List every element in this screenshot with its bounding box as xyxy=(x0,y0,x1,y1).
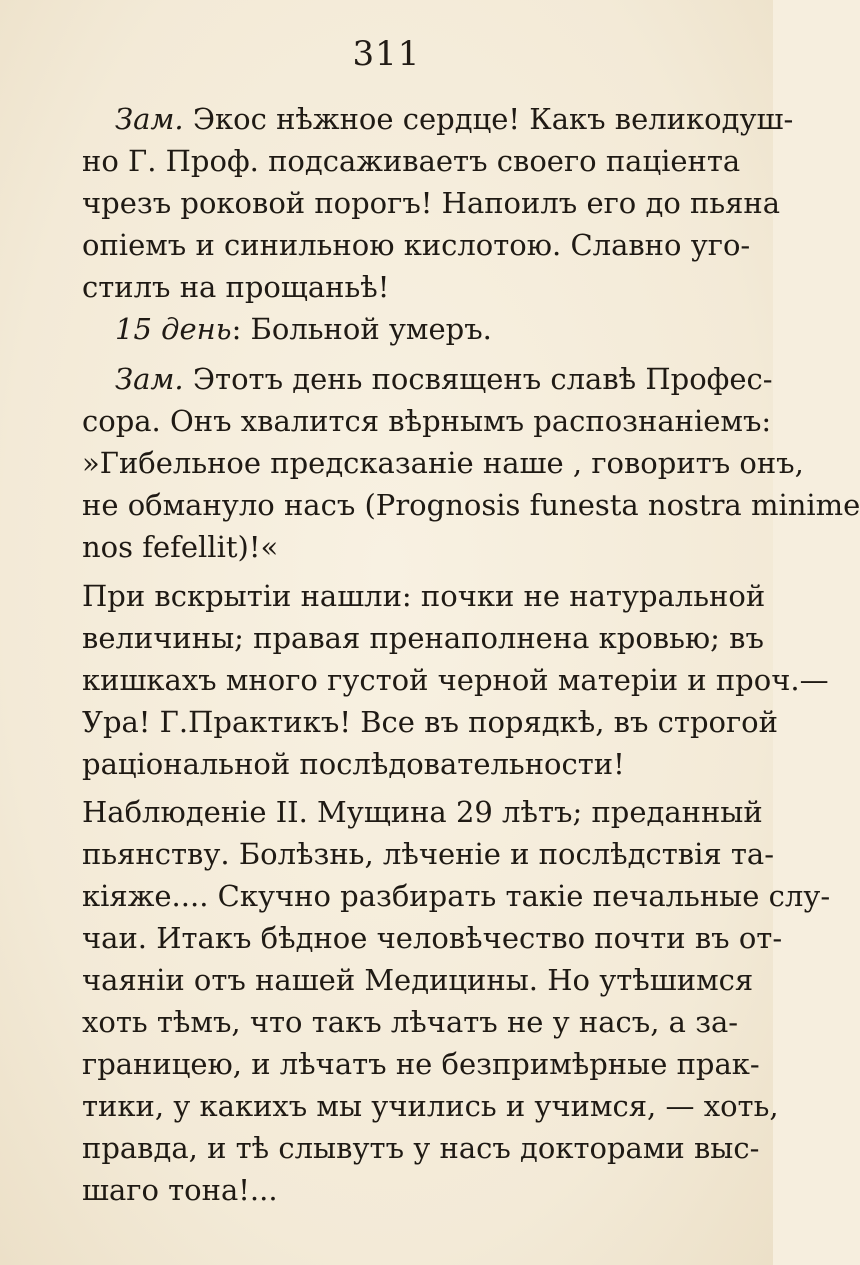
line-text: величины; правая пренаполнена кровью; въ xyxy=(82,621,764,655)
line-text: »Гибельное предсказаніе наше , говоритъ онъ, xyxy=(82,446,804,480)
line-text: шаго тона!... xyxy=(82,1173,278,1207)
page-number: 311 xyxy=(352,34,421,74)
text-line xyxy=(82,960,754,1000)
day-label: 15 день xyxy=(115,312,232,346)
line-text: чаи. Итакъ бѣдное человѣчество почти въ от- xyxy=(82,921,783,955)
text-line xyxy=(82,918,783,958)
line-text: опіемъ и синильною кислотою. Славно уго- xyxy=(82,228,751,262)
line-text: раціональной послѣдовательности! xyxy=(82,747,625,781)
line-text: правда, и тѣ слывутъ у насъ докторами выс- xyxy=(82,1131,760,1165)
text-line xyxy=(82,744,737,784)
text-line xyxy=(82,1170,737,1210)
line-text: Ура! Г.Практикъ! Все въ порядкѣ, въ строгой xyxy=(82,705,778,739)
text-line xyxy=(82,401,772,441)
text-line xyxy=(82,225,751,265)
line-text: При вскрытіи нашли: почки не натуральной xyxy=(82,579,766,613)
line-text: тики, у какихъ мы учились и учимся, — хоть, xyxy=(82,1089,779,1123)
line-text: границею, и лѣчатъ не безпримѣрные прак- xyxy=(82,1047,760,1081)
line-text: чрезъ роковой порогъ! Напоилъ его до пьяна xyxy=(82,186,781,220)
text-line xyxy=(82,485,860,525)
text-line xyxy=(115,309,737,349)
line-text: сора. Онъ хвалится вѣрнымъ распознаніемъ: xyxy=(82,404,772,438)
line-text: не обмануло насъ (Prognosis funesta nostra minime xyxy=(82,488,860,522)
text-line xyxy=(82,792,763,832)
remark-label: Зам. xyxy=(115,102,184,136)
text-line xyxy=(82,527,737,567)
line-text: чаяніи отъ нашей Медицины. Но утѣшимся xyxy=(82,963,754,997)
line-text: : Больной умеръ. xyxy=(231,312,492,346)
text-line xyxy=(82,1002,737,1042)
line-text: Этотъ день посвященъ славѣ Профес- xyxy=(183,362,773,396)
text-line xyxy=(82,618,764,658)
text-line xyxy=(82,1128,760,1168)
text-line xyxy=(82,876,831,916)
text-line xyxy=(82,834,775,874)
remark-label: Зам. xyxy=(115,362,184,396)
line-text: Экос нѣжное сердце! Какъ великодуш- xyxy=(183,102,794,136)
text-line xyxy=(82,660,829,700)
text-line xyxy=(82,1086,779,1126)
text-line xyxy=(82,576,766,616)
line-text: стилъ на прощаньѣ! xyxy=(82,270,390,304)
text-line xyxy=(82,267,737,307)
text-line xyxy=(82,702,778,742)
text-line xyxy=(82,443,804,483)
line-text: кишкахъ много густой черной матеріи и проч.— xyxy=(82,663,829,697)
line-text: пьянству. Болѣзнь, лѣченіе и послѣдствія та- xyxy=(82,837,775,871)
text-line xyxy=(115,359,773,399)
line-text: nos fefellit)!« xyxy=(82,530,279,564)
line-text: хоть тѣмъ, что такъ лѣчатъ не у насъ, а за- xyxy=(82,1005,739,1039)
line-text: но Г. Проф. подсаживаетъ своего паціента xyxy=(82,144,741,178)
text-line xyxy=(115,99,794,139)
text-line xyxy=(82,183,781,223)
text-line xyxy=(82,141,741,181)
text-line xyxy=(82,1044,760,1084)
line-text: Наблюденіе II. Мущина 29 лѣтъ; преданный xyxy=(82,795,763,829)
line-text: кіяже.... Скучно разбирать такіе печальные слу- xyxy=(82,879,831,913)
